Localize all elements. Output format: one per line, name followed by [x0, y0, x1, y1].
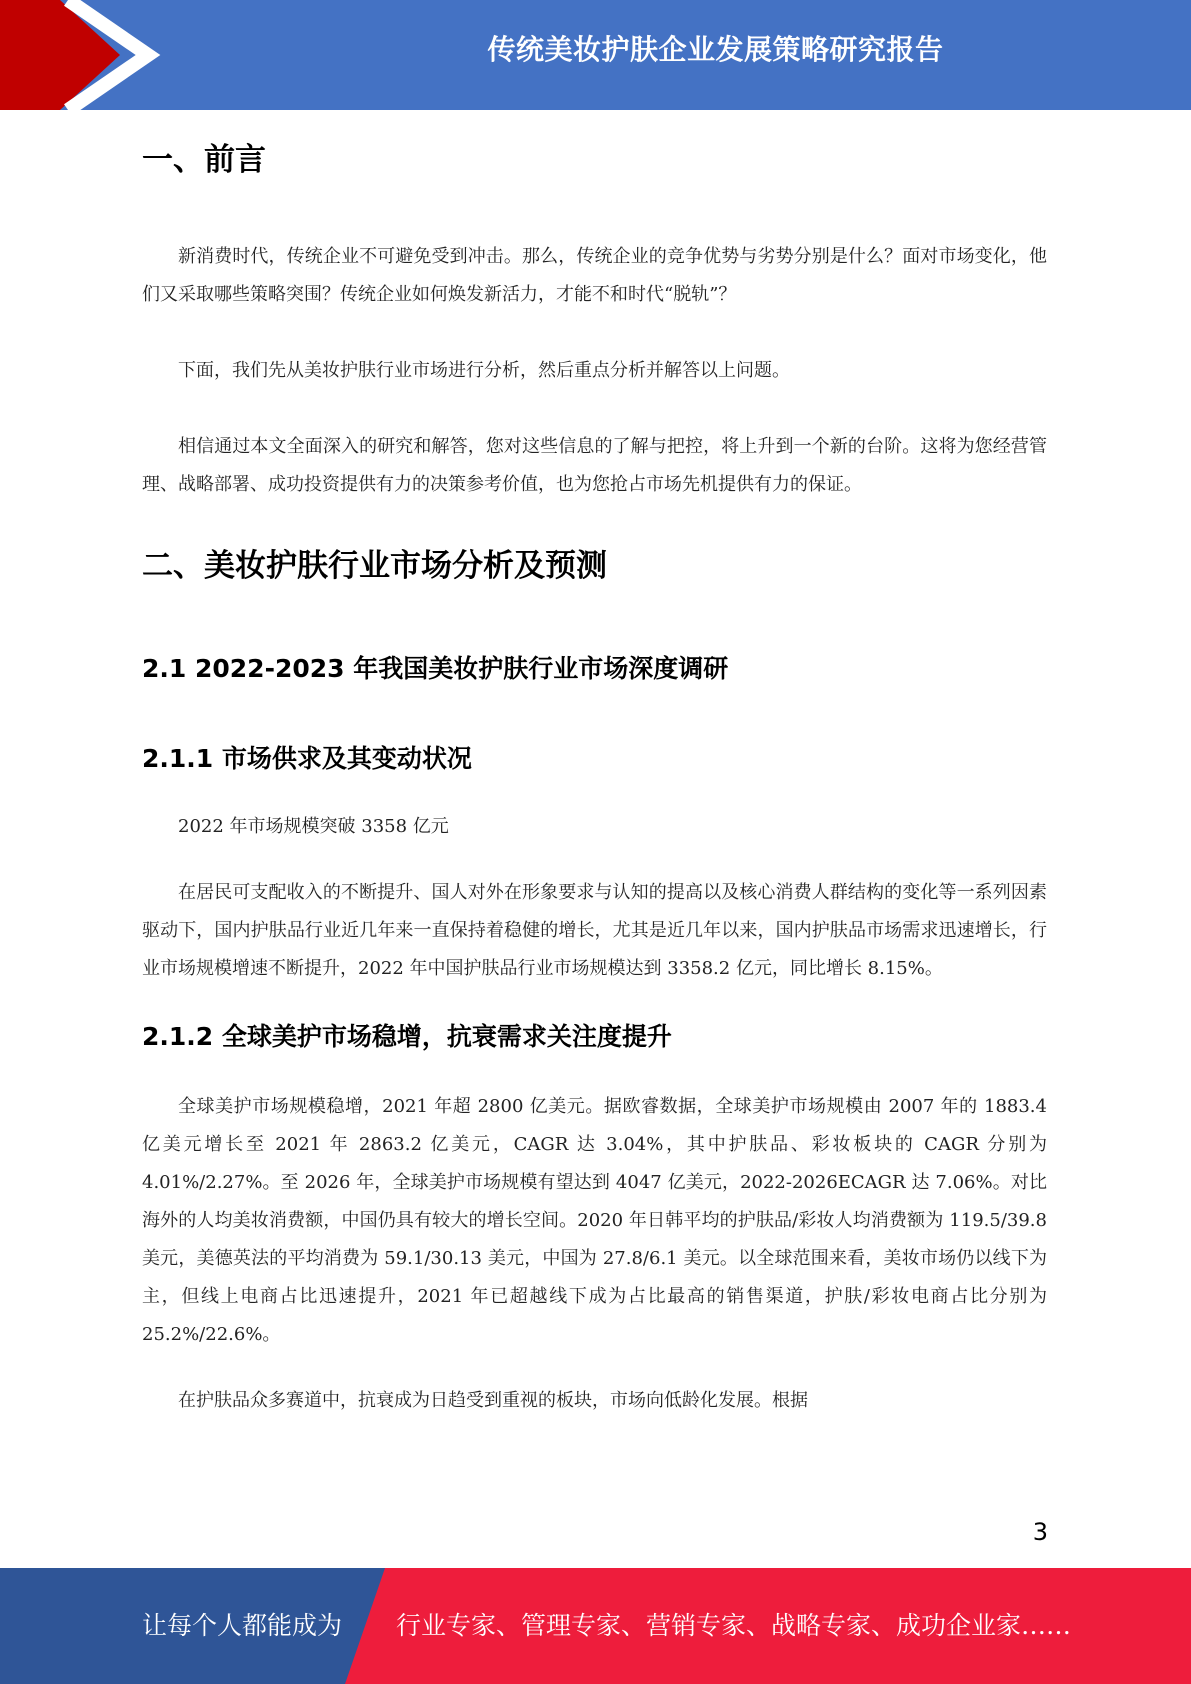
- section-2-1-2-paragraph-2: 在护肤品众多赛道中，抗衰成为日趋受到重视的板块，市场向低龄化发展。根据: [178, 1390, 808, 1411]
- footer-slogan-left: 让每个人都能成为: [142, 1611, 343, 1640]
- header-banner: [0, 0, 1191, 110]
- section-2-1-2-heading: 2.1.2 全球美护市场稳增，抗衰需求关注度提升: [142, 1022, 672, 1051]
- section-2-1-2-paragraph-1: 全球美护市场规模稳增，2021 年超 2800 亿美元。据欧睿数据，全球美护市场规模由 2007 年的 1883.4 亿美元增长至 2021 年 2863.2 亿美元，CAGR 达 3.04%，其中护肤品、彩妆板块的 CAGR 分别为 4.01%/2.27%。至 2026 年，全球美护市场规模有望达到 4047 亿美元，2022-2026ECAGR 达 7.06%。对比海外的人均美妆消费额，中国仍具有较大的增长空间。2020 年日韩平均的护肤品/彩妆人均消费额为 119.5/39.8 美元，美德英法的平均消费为 59.1/30.13 美元，中国为 27.8/6.1 美元。以全球范围来看，美妆市场仍以线下为主，但线上电商占比迅速提升，2021 年已超越线下成为占比最高的销售渠道，护肤/彩妆电商占比分别为 25.2%/22.6%。: [142, 1096, 1047, 1345]
- section-2-1-1-paragraph-2: 在居民可支配收入的不断提升、国人对外在形象要求与认知的提高以及核心消费人群结构的变化等一系列因素驱动下，国内护肤品行业近几年来一直保持着稳健的增长，尤其是近几年以来，国内护肤品市场需求迅速增长，行业市场规模增速不断提升，2022 年中国护肤品行业市场规模达到 3358.2 亿元，同比增长 8.15%。: [142, 882, 1047, 979]
- section-1-paragraph-3: 相信通过本文全面深入的研究和解答，您对这些信息的了解与把控，将上升到一个新的台阶。这将为您经营管理、战略部署、成功投资提供有力的决策参考价值，也为您抢占市场先机提供有力的保证。: [142, 436, 1047, 495]
- section-1-paragraph-1: 新消费时代，传统企业不可避免受到冲击。那么，传统企业的竞争优势与劣势分别是什么？面对市场变化，他们又采取哪些策略突围？传统企业如何焕发新活力，才能不和时代“脱轨”？: [142, 246, 1047, 305]
- footer-slogan-right: 行业专家、管理专家、营销专家、战略专家、成功企业家……: [396, 1611, 1072, 1640]
- section-2-heading: 二、美妆护肤行业市场分析及预测: [142, 548, 607, 584]
- footer-banner: [0, 1568, 1191, 1684]
- section-2-1-1-heading: 2.1.1 市场供求及其变动状况: [142, 744, 472, 773]
- section-2-1-heading: 2.1 2022-2023 年我国美妆护肤行业市场深度调研: [142, 654, 729, 683]
- report-title: 传统美妆护肤企业发展策略研究报告: [487, 33, 944, 66]
- section-2-1-1-paragraph-1: 2022 年市场规模突破 3358 亿元: [178, 816, 449, 837]
- section-1-paragraph-2: 下面，我们先从美妆护肤行业市场进行分析，然后重点分析并解答以上问题。: [178, 360, 790, 381]
- page-content: [142, 130, 1047, 1420]
- section-1-heading: 一、前言: [142, 142, 266, 178]
- page-number: 3: [1032, 1518, 1048, 1546]
